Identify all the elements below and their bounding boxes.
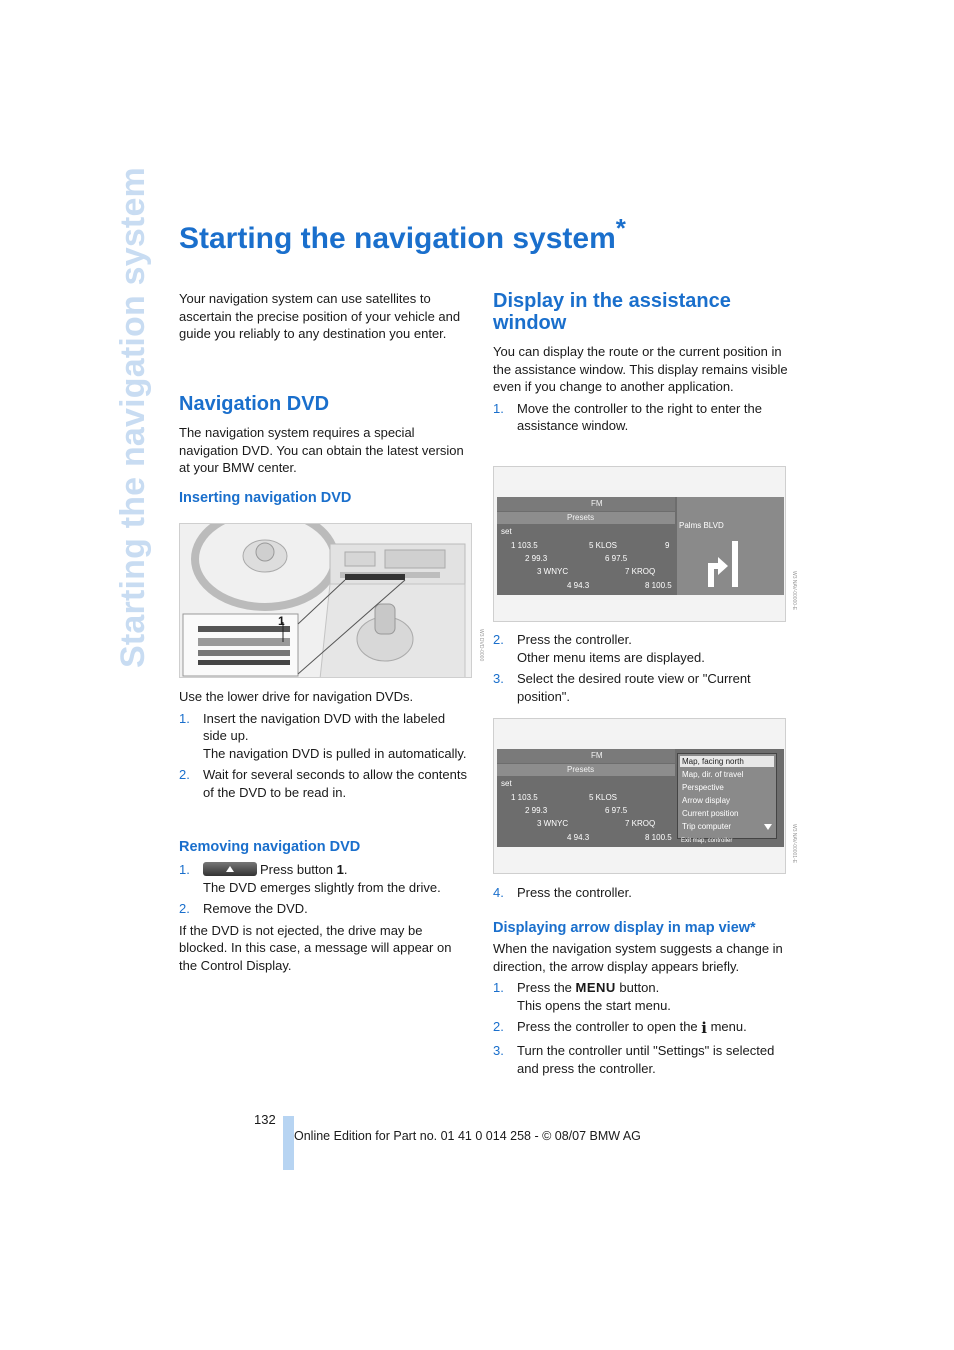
asterisk-mark: * — [615, 213, 626, 243]
step-number: 1. — [179, 862, 190, 877]
step-text: Press the — [517, 980, 576, 996]
assist-step-4 — [493, 884, 788, 906]
step-text-end: . — [343, 862, 348, 877]
assistance-screen-figure — [493, 466, 786, 622]
screen-code: W3 NAV-00001-E — [791, 824, 797, 864]
presets-label: Presets — [567, 513, 595, 522]
arrow-text: When the navigation system suggests a change in direction, the arrow display appears briefly. — [493, 941, 783, 974]
step-note: This opens the start menu. — [517, 997, 671, 1013]
page-number: 132 — [254, 1112, 276, 1127]
step-number: 3. — [493, 671, 504, 687]
inserting-steps — [179, 688, 471, 806]
list-item — [493, 1018, 788, 1038]
intro-text: Your navigation system can use satellites to ascertain the precise position of your vehicle and guide you reliably to any destination you enter. — [179, 291, 461, 342]
menu-tail: Exit map, controller — [681, 838, 733, 844]
step-text: Press the controller. — [517, 885, 632, 900]
step-number: 2. — [493, 632, 504, 647]
footer-accent-bar — [283, 1116, 294, 1170]
band-label: FM — [591, 499, 603, 508]
step-number: 3. — [493, 1042, 504, 1058]
route-menu-figure — [493, 718, 786, 874]
control-display — [497, 497, 784, 595]
preset-cell: 2 99.3 — [525, 554, 548, 563]
preset-cell: 7 KROQ — [625, 567, 656, 576]
turn-arrow-icon — [702, 539, 742, 589]
inserting-heading: Inserting navigation DVD — [179, 489, 352, 506]
list-item — [493, 979, 788, 1014]
list-item — [493, 400, 788, 435]
step-text: Remove the DVD. — [203, 901, 308, 917]
set-label: set — [501, 779, 512, 788]
list-item — [179, 900, 471, 918]
dashboard-illustration — [180, 524, 472, 678]
preset-cell: 3 WNYC — [537, 819, 569, 828]
figure-code: W3 DVD-0000 — [478, 629, 484, 662]
list-item — [493, 1042, 788, 1077]
step-note: The navigation DVD is pulled in automatically. — [203, 745, 467, 761]
screen-code: W3 NAV-00000-E — [791, 571, 797, 611]
step-number: 1. — [179, 710, 190, 726]
step-text-end: menu. — [706, 1019, 747, 1035]
menu-item-map-north[interactable]: Map, facing north — [682, 757, 744, 766]
preset-cell: 8 100.5 — [645, 581, 672, 590]
preset-cell: 2 99.3 — [525, 806, 548, 815]
step-text: Select the desired route view or "Current position". — [517, 671, 751, 704]
presets-bar — [497, 512, 675, 524]
list-item — [179, 861, 471, 896]
list-item — [493, 670, 788, 705]
step-note: The DVD emerges slightly from the drive. — [203, 879, 441, 895]
footer-text: Online Edition for Part no. 01 41 0 014 258 - © 08/07 BMW AG — [294, 1129, 641, 1143]
arrow-section — [493, 919, 788, 1081]
removing-section — [179, 838, 471, 979]
nav-dvd-section — [179, 393, 471, 507]
menu-item-current-position[interactable]: Current position — [682, 809, 739, 818]
menu-item-trip-computer[interactable]: Trip computer — [682, 822, 732, 831]
step-text-end: button. — [615, 980, 660, 996]
menu-button-label: MENU — [575, 980, 616, 996]
step-number: 1. — [493, 400, 504, 416]
step-number: 2. — [493, 1019, 504, 1035]
step-text: Insert the navigation DVD with the labeled side up. — [203, 710, 446, 744]
list-item — [179, 710, 471, 763]
step-text-bold: 1 — [336, 862, 344, 877]
preset-cell: 4 94.3 — [567, 833, 590, 842]
assist-section — [493, 290, 788, 439]
side-title — [113, 167, 153, 668]
control-display — [497, 749, 784, 847]
step-number: 1. — [493, 980, 504, 996]
assist-text: You can display the route or the current position in the assistance window. This display remains visible even if you change to another application. — [493, 344, 788, 395]
top-bar — [497, 749, 675, 763]
scroll-down-icon — [764, 824, 772, 830]
list-item — [493, 631, 788, 666]
page-title-text: Starting the navigation system — [179, 222, 616, 255]
menu-item-arrow-display[interactable]: Arrow display — [682, 796, 731, 805]
list-item — [493, 884, 788, 902]
top-bar — [497, 497, 675, 511]
presets-bar — [497, 764, 675, 776]
preset-cell: 3 WNYC — [537, 567, 569, 576]
preset-cell: 6 97.5 — [605, 806, 628, 815]
preset-cell: 8 100.5 — [645, 833, 672, 842]
preset-cell: 5 KLOS — [589, 541, 618, 550]
preset-cell: 6 97.5 — [605, 554, 628, 563]
preset-cell: 5 KLOS — [589, 793, 618, 802]
assistance-window — [677, 497, 784, 595]
step-number: 2. — [179, 901, 190, 917]
step-text: Wait for several seconds to allow the contents of the DVD to be read in. — [203, 767, 467, 800]
set-label: set — [501, 527, 512, 536]
step-number: 2. — [179, 767, 190, 783]
side-title-text: Starting the navigation system — [114, 167, 152, 668]
inserting-lead: Use the lower drive for navigation DVDs. — [179, 689, 414, 704]
route-view-menu — [677, 753, 777, 839]
menu-item-perspective[interactable]: Perspective — [682, 783, 724, 792]
preset-cell: 7 KROQ — [625, 819, 656, 828]
assist-steps-2-3 — [493, 631, 788, 709]
removing-closing: If the DVD is not ejected, the drive may be blocked. In this case, a message will appear on the Control Display. — [179, 922, 452, 973]
removing-heading: Removing navigation DVD — [179, 839, 361, 855]
step-text: Turn the controller until "Settings" is selected and press the controller. — [517, 1042, 775, 1076]
presets-label: Presets — [567, 765, 595, 774]
intro-block — [179, 290, 471, 347]
list-item — [179, 766, 471, 801]
arrow-heading: Displaying arrow display in map view* — [493, 920, 756, 936]
info-icon: i — [701, 1019, 707, 1038]
preset-cell: 1 103.5 — [511, 793, 538, 802]
eject-button-icon — [203, 862, 257, 876]
nav-dvd-heading: Navigation DVD — [179, 393, 330, 415]
nav-dvd-text: The navigation system requires a special navigation DVD. You can obtain the latest version at your BMW center. — [179, 425, 464, 476]
preset-cell: 4 94.3 — [567, 581, 590, 590]
dashboard-figure — [179, 523, 472, 678]
step-text: Press the controller. — [517, 632, 632, 647]
step-text: Press button — [260, 862, 337, 877]
page-title — [179, 213, 626, 256]
step-text: Move the controller to the right to enter the assistance window. — [517, 400, 762, 434]
step-text: Press the controller to open the — [517, 1019, 702, 1035]
assist-heading: Display in the assistance window — [493, 290, 731, 334]
preset-cell: 1 103.5 — [511, 541, 538, 550]
street-name: Palms BLVD — [679, 521, 724, 530]
preset-cell: 9 — [665, 541, 670, 550]
step-number: 4. — [493, 885, 504, 900]
band-label: FM — [591, 751, 603, 760]
step-note: Other menu items are displayed. — [517, 649, 705, 665]
menu-item-map-travel[interactable]: Map, dir. of travel — [682, 770, 744, 779]
figure-callout-1: 1 — [278, 614, 285, 628]
